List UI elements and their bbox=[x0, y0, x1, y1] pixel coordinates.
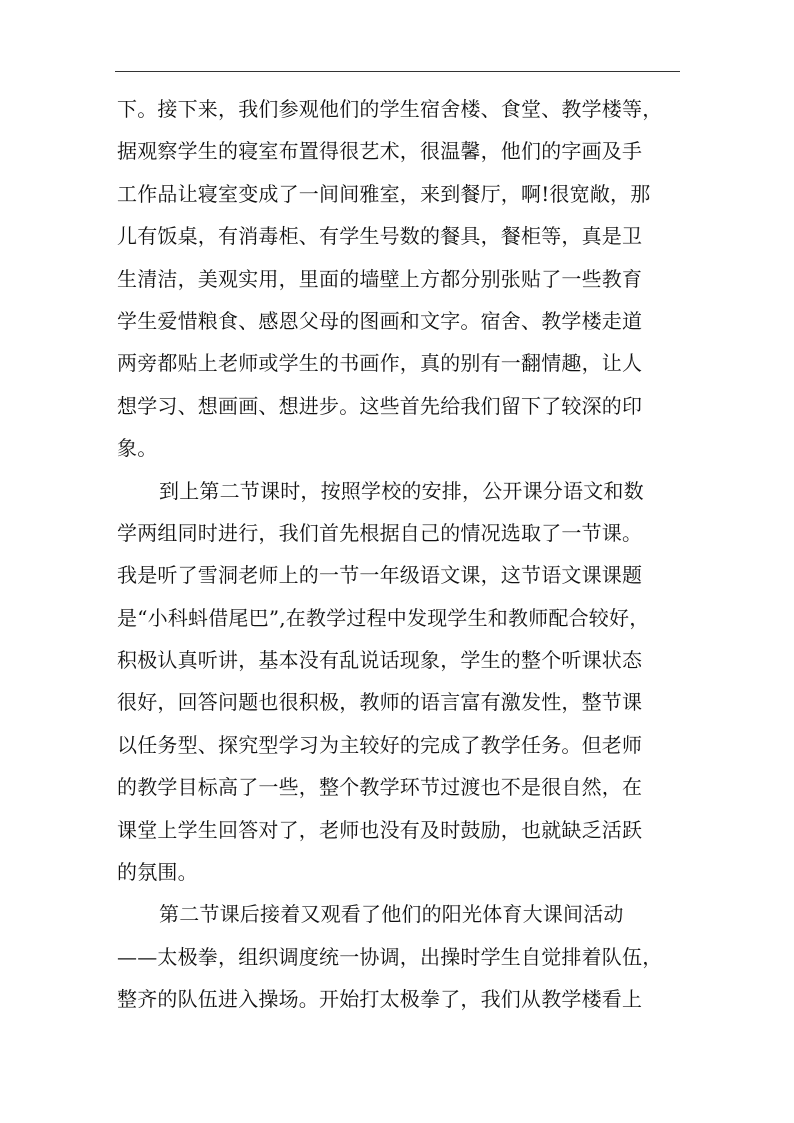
paragraph-1-line-2: 据观察学生的寝室布置得很艺术，很温馨，他们的字画及手 bbox=[117, 139, 643, 164]
paragraph-1-line-7: 两旁都贴上老师或学生的书画作，真的别有一翻情趣，让人 bbox=[117, 351, 643, 376]
paragraph-2-line-2: 学两组同时进行，我们首先根据自己的情况选取了一节课。 bbox=[117, 520, 643, 545]
paragraph-1-line-1: 下。接下来，我们参观他们的学生宿舍楼、食堂、教学楼等， bbox=[117, 97, 663, 121]
paragraph-2-line-1: 到上第二节课时，按照学校的安排，公开课分语文和数 bbox=[159, 478, 644, 503]
paragraph-3-line-3: 整齐的队伍进入操场。开始打太极拳了，我们从教学楼看上 bbox=[117, 987, 643, 1012]
paragraph-2-line-5: 积极认真听讲，基本没有乱说话现象，学生的整个听课状态 bbox=[117, 648, 643, 673]
header-rule bbox=[115, 71, 680, 72]
paragraph-1-line-4: 儿有饭桌，有消毒柜、有学生号数的餐具，餐柜等，真是卫 bbox=[117, 224, 643, 249]
paragraph-1-line-8: 想学习、想画画、想进步。这些首先给我们留下了较深的印 bbox=[117, 393, 643, 418]
paragraph-3-line-1: 第二节课后接着又观看了他们的阳光体育大课间活动 bbox=[159, 902, 624, 927]
paragraph-2-line-7: 以任务型、探究型学习为主较好的完成了教学任务。但老师 bbox=[117, 732, 643, 757]
paragraph-3-line-2: ——太极拳，组织调度统一协调，出操时学生自觉排着队伍， bbox=[117, 944, 663, 969]
document-body bbox=[117, 88, 677, 1021]
paragraph-2-line-8: 的教学目标高了一些，整个教学环节过渡也不是很自然，在 bbox=[117, 775, 643, 800]
paragraph-1-line-5: 生清洁，美观实用，里面的墙壁上方都分别张贴了一些教育 bbox=[117, 266, 643, 291]
paragraph-2-line-3: 我是听了雪洞老师上的一节一年级语文课，这节语文课课题 bbox=[117, 563, 643, 588]
paragraph-1-line-9: 象。 bbox=[117, 436, 158, 461]
paragraph-1-line-6: 学生爱惜粮食、感恩父母的图画和文字。宿舍、教学楼走道 bbox=[117, 308, 643, 333]
paragraph-2-line-10: 的氛围。 bbox=[117, 860, 198, 885]
paragraph-2-line-4: 是“小科蚪借尾巴”,在教学过程中发现学生和教师配合较好， bbox=[117, 605, 650, 630]
paragraph-1-line-3: 工作品让寝室变成了一间间雅室，来到餐厅，啊!很宽敞，那 bbox=[117, 181, 651, 206]
paragraph-2-line-6: 很好，回答问题也很积极，教师的语言富有激发性，整节课 bbox=[117, 690, 643, 715]
paragraph-2-line-9: 课堂上学生回答对了，老师也没有及时鼓励，也就缺乏活跃 bbox=[117, 817, 643, 842]
